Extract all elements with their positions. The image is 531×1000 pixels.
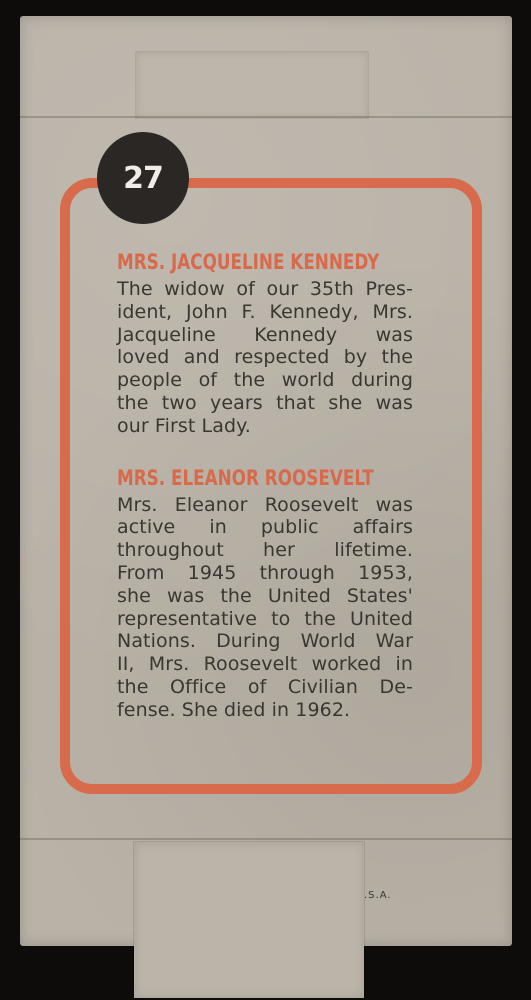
bottom-fold-line bbox=[20, 838, 512, 840]
text-line: From 1945 through 1953, bbox=[117, 561, 413, 584]
card-text bbox=[117, 248, 413, 722]
text-line: the Office of Civilian De- bbox=[117, 675, 413, 698]
text-line: active in public affairs bbox=[117, 516, 413, 539]
text-line: our First Lady. bbox=[117, 414, 251, 437]
section-body-roosevelt bbox=[117, 494, 413, 722]
bottom-tuck-flap bbox=[134, 842, 364, 998]
text-line: Nations. During World War bbox=[117, 630, 413, 653]
section-heading-kennedy: MRS. JACQUELINE KENNEDY bbox=[117, 250, 380, 274]
text-line: she was the United States' bbox=[117, 584, 413, 607]
text-line: The widow of our 35th Pres- bbox=[117, 278, 413, 300]
text-line: Mrs. Eleanor Roosevelt was bbox=[117, 493, 413, 516]
card-number-badge: 27 bbox=[97, 132, 189, 224]
top-fold-line bbox=[20, 116, 512, 118]
text-line: Jacqueline Kennedy was bbox=[117, 323, 413, 346]
text-line: the two years that she was bbox=[117, 391, 413, 414]
section-heading-roosevelt: MRS. ELEANOR ROOSEVELT bbox=[117, 465, 374, 490]
printed-in-mark: .S.A. bbox=[364, 890, 392, 901]
text-line: representative to the United bbox=[117, 607, 413, 630]
text-line: throughout her lifetime. bbox=[117, 539, 413, 562]
text-line: fense. She died in 1962. bbox=[117, 698, 351, 721]
text-line: II, Mrs. Roosevelt worked in bbox=[117, 653, 413, 676]
top-tuck-flap bbox=[136, 52, 368, 118]
text-line: people of the world during bbox=[117, 369, 413, 392]
section-body-kennedy bbox=[117, 278, 413, 438]
text-line: loved and respected by the bbox=[117, 346, 413, 369]
text-line: ident, John F. Kennedy, Mrs. bbox=[117, 300, 413, 323]
